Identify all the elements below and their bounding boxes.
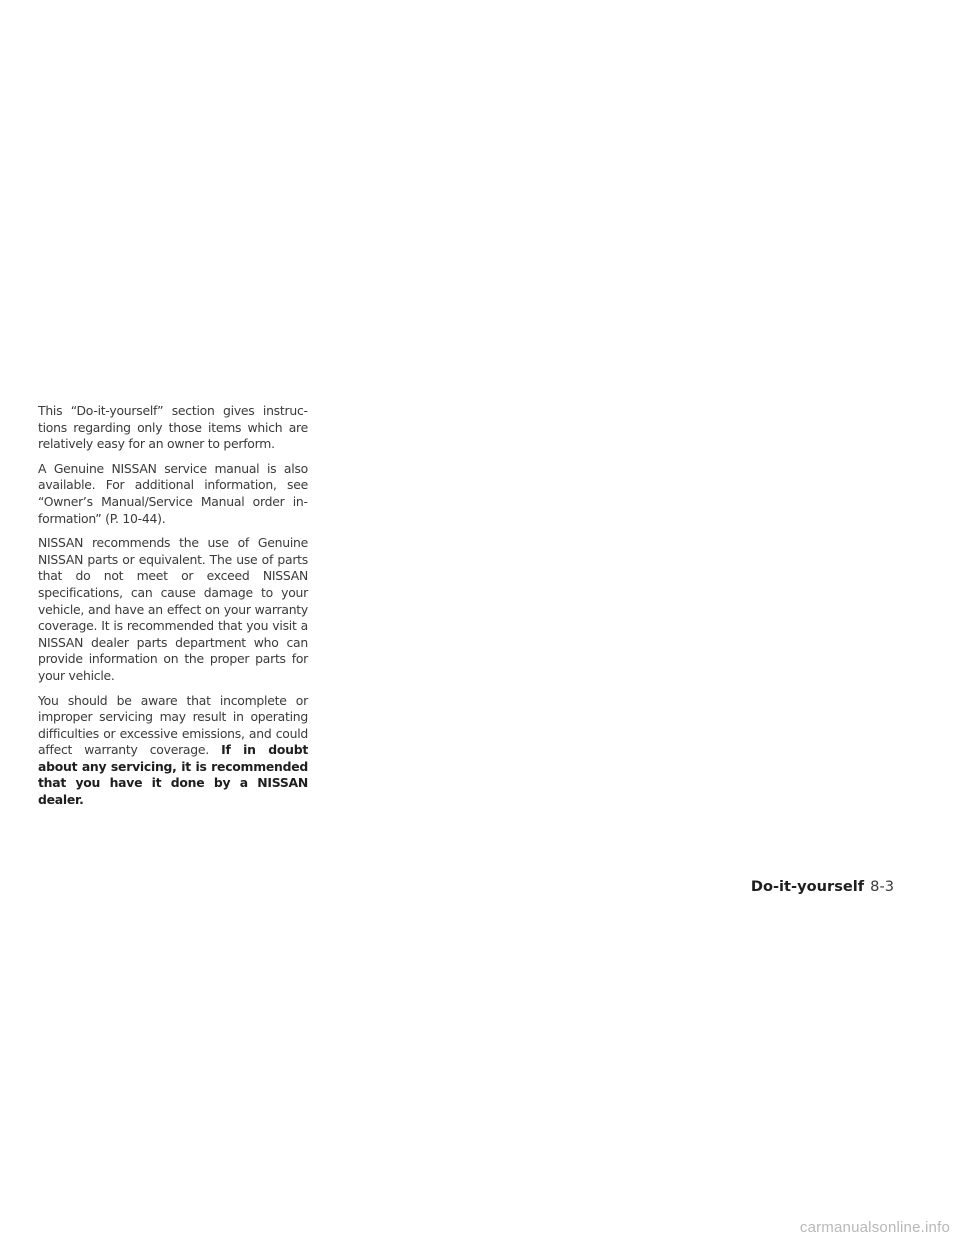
genuine-parts-paragraph: NISSAN recommends the use of Genuine NISSAN parts or equivalent. The use of parts that do not meet or exceed NISSAN specifications, can cause damage to your vehicle, and have an effect on your warranty coverage. It is recommended that you visit a NISSAN dealer parts department who can provide information on the proper parts for your vehicle. bbox=[38, 535, 308, 683]
footer-section-title: Do-it-yourself bbox=[750, 878, 865, 895]
servicing-recommendation-bold: If in doubt about any servicing, it is recommended that you have it done by a NISSAN dealer. bbox=[38, 742, 308, 808]
intro-paragraph: This “Do-it-yourself” section gives instructions regarding only those items which are relatively easy for an owner to perform. bbox=[38, 403, 308, 452]
servicing-warning-text: You should be aware that incomplete or improper servicing may result in operating difficulties or excessive emissions, and could affect warranty coverage. bbox=[38, 692, 308, 758]
footer-page-number: 8-3 bbox=[870, 878, 894, 895]
page-footer bbox=[751, 878, 894, 896]
service-manual-paragraph: A Genuine NISSAN service manual is also available. For additional information, see “Owner’s Manual/Service Manual order information” (P. 10-44). bbox=[38, 460, 308, 526]
servicing-warning-paragraph bbox=[38, 693, 308, 809]
body-text-column bbox=[38, 403, 308, 817]
watermark-link[interactable]: carmanualsonline.info bbox=[799, 1219, 950, 1236]
